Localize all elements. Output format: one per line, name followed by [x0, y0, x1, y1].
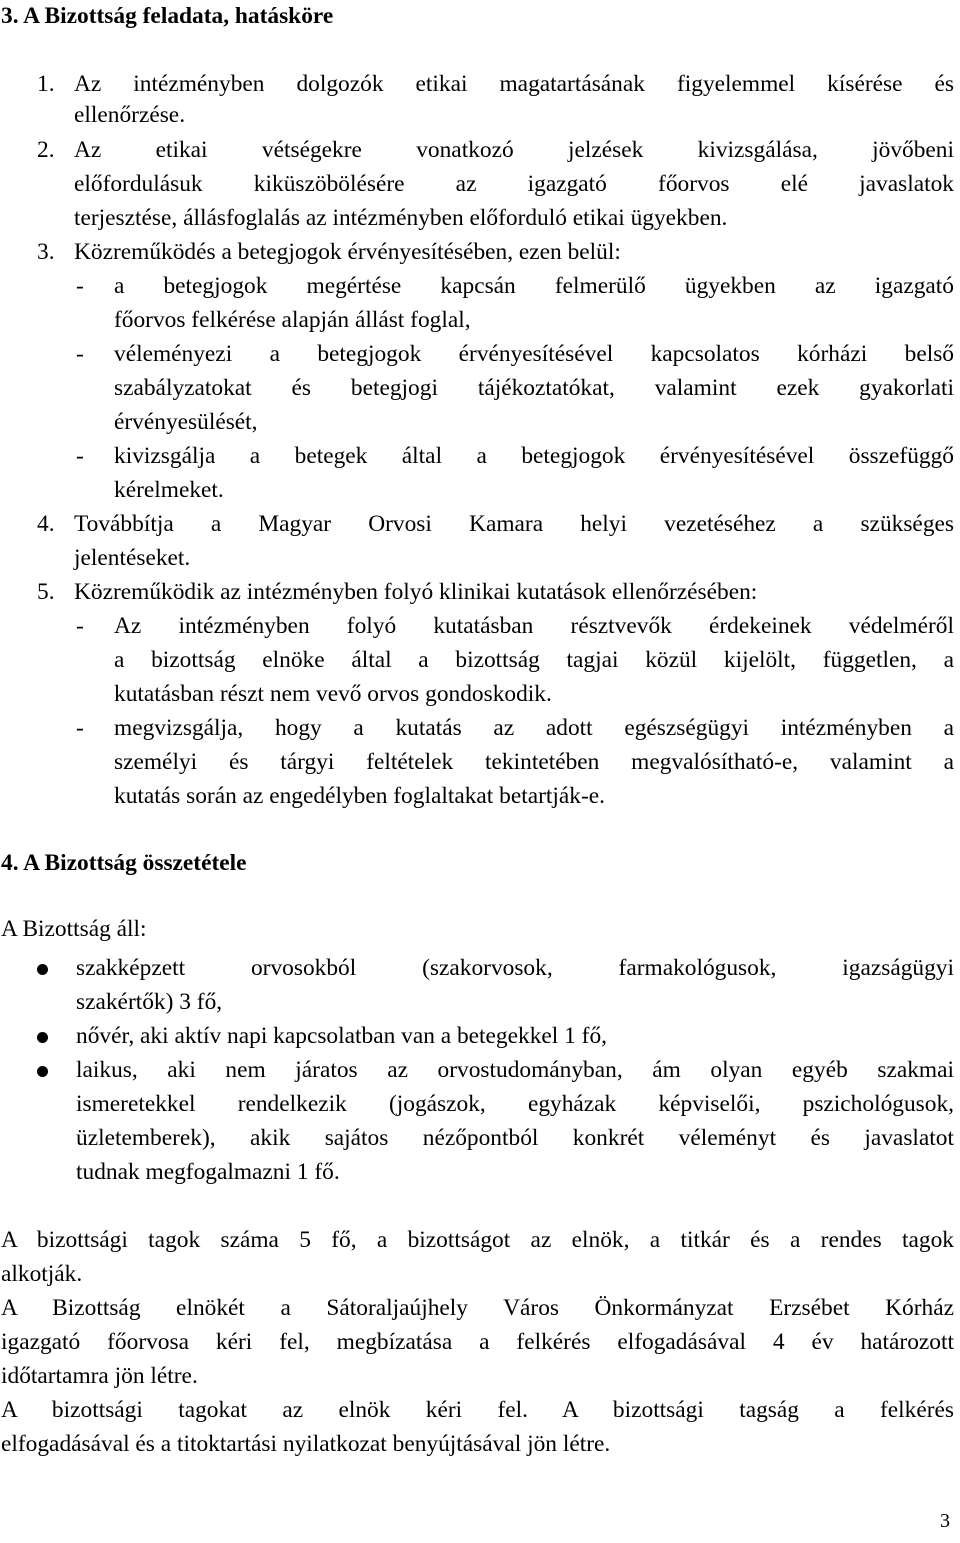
- item-number: 2.: [37, 137, 55, 163]
- section-4-heading: 4. A Bizottság összetétele: [1, 850, 247, 876]
- paragraph-line: igazgató főorvosa kéri fel, megbízatása a felkérés elfogadásával 4 év határozott: [1, 1329, 954, 1355]
- bullet-text-line: ismeretekkel rendelkezik (jogászok, egyházak képviselői, pszichológusok,: [76, 1091, 954, 1117]
- item-text-line: terjesztése, állásfoglalás az intézményben előforduló etikai ügyekben.: [74, 205, 728, 231]
- bullet-text-line: nővér, aki aktív napi kapcsolatban van a betegekkel 1 fő,: [76, 1023, 608, 1049]
- item-text-line: Közreműködés a betegjogok érvényesítésében, ezen belül:: [74, 239, 621, 265]
- dash-marker: -: [76, 613, 84, 639]
- bullet-text-line: tudnak megfogalmazni 1 fő.: [76, 1159, 340, 1185]
- sub-item-text-line: érvényesülését,: [114, 409, 258, 435]
- sub-item-text-line: főorvos felkérése alapján állást foglal,: [114, 307, 471, 333]
- item-number: 3.: [37, 239, 55, 265]
- sub-item-text-line: kérelmeket.: [114, 477, 224, 503]
- bullet-dot: [37, 1032, 48, 1043]
- dash-marker: -: [76, 273, 84, 299]
- item-number: 1.: [37, 71, 55, 97]
- sub-item-text-line: kutatás során az engedélyben foglaltakat betartják-e.: [114, 783, 605, 809]
- paragraph-line: elfogadásával és a titoktartási nyilatkozat benyújtásával jön létre.: [1, 1431, 611, 1457]
- sub-item-text-line: személyi és tárgyi feltételek tekintetében megvalósítható-e, valamint a: [114, 749, 954, 775]
- paragraph-line: időtartamra jön létre.: [1, 1363, 198, 1389]
- dash-marker: -: [76, 341, 84, 367]
- sub-item-text-line: a betegjogok megértése kapcsán felmerülő ügyekben az igazgató: [114, 273, 954, 299]
- section-3-heading: 3. A Bizottság feladata, hatásköre: [1, 3, 334, 29]
- item-text-line: előfordulásuk kiküszöbölésére az igazgató főorvos elé javaslatok: [74, 171, 954, 197]
- sub-item-text-line: a bizottság elnöke által a bizottság tagjai közül kijelölt, független, a: [114, 647, 954, 673]
- bullet-text-line: üzletemberek), akik sajátos nézőpontból konkrét véleményt és javaslatot: [76, 1125, 954, 1151]
- item-text-line: Az etikai vétségekre vonatkozó jelzések kivizsgálása, jövőbeni: [74, 137, 954, 163]
- bullet-text-line: szakértők) 3 fő,: [76, 989, 223, 1015]
- item-text-line: Az intézményben dolgozók etikai magatartásának figyelemmel kísérése és: [74, 71, 954, 97]
- paragraph-line: alkotják.: [1, 1261, 83, 1287]
- sub-item-text-line: szabályzatokat és betegjogi tájékoztatókat, valamint ezek gyakorlati: [114, 375, 954, 401]
- sub-item-text-line: kutatásban részt nem vevő orvos gondoskodik.: [114, 681, 552, 707]
- sub-item-text-line: kivizsgálja a betegek által a betegjogok érvényesítésével összefüggő: [114, 443, 954, 469]
- dash-marker: -: [76, 715, 84, 741]
- item-text-line: ellenőrzése.: [74, 102, 186, 128]
- paragraph-line: A Bizottság elnökét a Sátoraljaújhely Város Önkormányzat Erzsébet Kórház: [1, 1295, 954, 1321]
- item-text-line: Közreműködik az intézményben folyó klinikai kutatások ellenőrzésében:: [74, 579, 758, 605]
- sub-item-text-line: Az intézményben folyó kutatásban résztvevők érdekeinek védelméről: [114, 613, 954, 639]
- section-4-intro: A Bizottság áll:: [1, 916, 147, 942]
- bullet-text-line: laikus, aki nem járatos az orvostudományban, ám olyan egyéb szakmai: [76, 1057, 954, 1083]
- sub-item-text-line: megvizsgálja, hogy a kutatás az adott egészségügyi intézményben a: [114, 715, 954, 741]
- dash-marker: -: [76, 443, 84, 469]
- bullet-text-line: szakképzett orvosokból (szakorvosok, farmakológusok, igazságügyi: [76, 955, 954, 981]
- item-text-line: Továbbítja a Magyar Orvosi Kamara helyi vezetéséhez a szükséges: [74, 511, 954, 537]
- item-number: 5.: [37, 579, 55, 605]
- bullet-dot: [37, 964, 48, 975]
- paragraph-line: A bizottsági tagokat az elnök kéri fel. A bizottsági tagság a felkérés: [1, 1397, 954, 1423]
- page-number: 3: [940, 1510, 950, 1532]
- item-text-line: jelentéseket.: [74, 545, 191, 571]
- bullet-dot: [37, 1066, 48, 1077]
- paragraph-line: A bizottsági tagok száma 5 fő, a bizottságot az elnök, a titkár és a rendes tagok: [1, 1227, 954, 1253]
- item-number: 4.: [37, 511, 55, 537]
- sub-item-text-line: véleményezi a betegjogok érvényesítésével kapcsolatos kórházi belső: [114, 341, 954, 367]
